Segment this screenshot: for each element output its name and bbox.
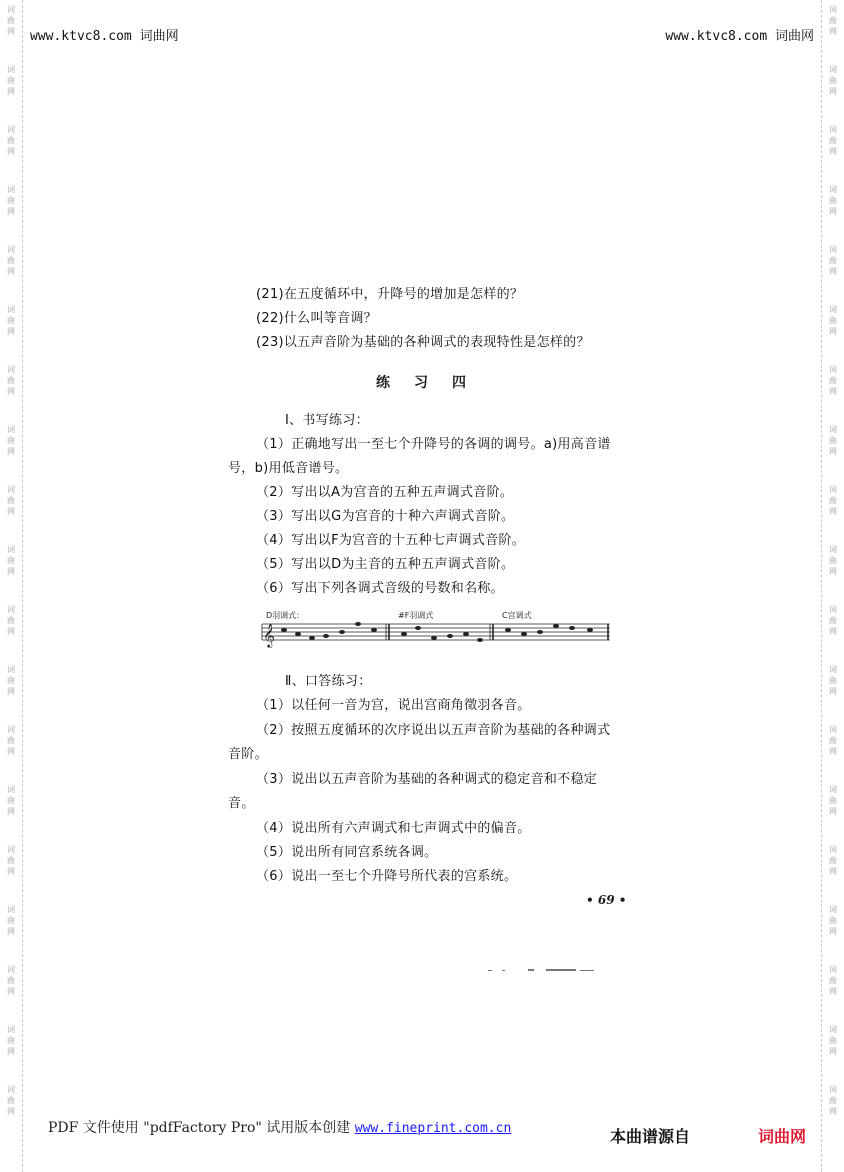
site-url[interactable]: www.ktvc8.com (665, 29, 768, 44)
watermark-group (822, 244, 844, 277)
watermark-char: 曲 (829, 376, 837, 385)
watermark-char: 曲 (829, 496, 837, 505)
title-char: 练 (376, 375, 390, 391)
watermark-char: 网 (7, 207, 15, 216)
section2-heading: Ⅱ、口答练习： (285, 674, 372, 689)
watermark-char: 词 (7, 605, 15, 614)
section1-item: （3）写出以G为宫音的十种六声调式音阶。 (256, 509, 515, 524)
watermark-char: 词 (829, 125, 837, 134)
watermark-char: 曲 (829, 16, 837, 25)
watermark-char: 曲 (7, 916, 15, 925)
watermark-char: 网 (7, 807, 15, 816)
watermark-char: 网 (7, 867, 15, 876)
watermark-char: 曲 (829, 316, 837, 325)
section2-item: （4）说出所有六声调式和七声调式中的偏音。 (256, 821, 531, 836)
watermark-char: 曲 (7, 316, 15, 325)
watermark-group (822, 64, 844, 97)
watermark-char: 网 (829, 27, 837, 36)
watermark-char: 网 (829, 207, 837, 216)
watermark-char: 曲 (829, 136, 837, 145)
section1-item: （5）写出以D为主音的五种五声调式音阶。 (256, 557, 515, 572)
watermark-char: 词 (829, 245, 837, 254)
question-21: (21)在五度循环中，升降号的增加是怎样的？ (256, 287, 524, 302)
watermark-char: 网 (829, 627, 837, 636)
watermark-char: 曲 (829, 856, 837, 865)
staff-label-c-gong: C宫调式 (502, 611, 532, 620)
watermark-group (0, 1024, 22, 1057)
watermark-char: 曲 (829, 616, 837, 625)
watermark-char: 曲 (7, 676, 15, 685)
watermark-group (0, 544, 22, 577)
left-watermark-strip (0, 0, 23, 1172)
watermark-char: 曲 (7, 1096, 15, 1105)
watermark-char: 词 (829, 1025, 837, 1034)
watermark-group (0, 904, 22, 937)
watermark-char: 网 (7, 27, 15, 36)
watermark-char: 曲 (829, 196, 837, 205)
watermark-char: 网 (7, 267, 15, 276)
watermark-group (0, 964, 22, 997)
section2-item: （6）说出一至七个升降号所代表的宫系统。 (256, 869, 518, 884)
watermark-group (0, 184, 22, 217)
watermark-char: 曲 (7, 736, 15, 745)
watermark-group (822, 124, 844, 157)
watermark-group (0, 244, 22, 277)
watermark-char: 词 (7, 545, 15, 554)
section1-heading: Ⅰ、书写练习： (285, 413, 369, 428)
watermark-char: 曲 (829, 676, 837, 685)
watermark-char: 词 (7, 785, 15, 794)
watermark-group (822, 1024, 844, 1057)
watermark-char: 曲 (7, 436, 15, 445)
svg-text:𝄞: 𝄞 (263, 623, 275, 647)
watermark-char: 词 (829, 185, 837, 194)
watermark-char: 词 (7, 905, 15, 914)
watermark-char: 词 (829, 725, 837, 734)
watermark-group (822, 604, 844, 637)
watermark-group (0, 304, 22, 337)
watermark-group (0, 4, 22, 37)
watermark-char: 网 (7, 567, 15, 576)
watermark-group (0, 724, 22, 757)
source-label: 本曲谱源自 (610, 1127, 691, 1146)
header-site-right[interactable] (665, 25, 814, 44)
watermark-char: 词 (7, 245, 15, 254)
footer-link[interactable]: www.fineprint.com.cn (354, 1121, 512, 1136)
watermark-char: 曲 (7, 616, 15, 625)
watermark-group (822, 424, 844, 457)
watermark-char: 网 (829, 687, 837, 696)
watermark-char: 网 (7, 387, 15, 396)
watermark-char: 网 (7, 327, 15, 336)
watermark-char: 曲 (829, 736, 837, 745)
watermark-char: 词 (829, 65, 837, 74)
site-name: 词曲网 (139, 29, 179, 44)
watermark-group (0, 604, 22, 637)
watermark-char: 网 (7, 1107, 15, 1116)
section1-item: （1）正确地写出一至七个升降号的各调的调号。a)用高音谱 (256, 437, 611, 452)
watermark-char: 词 (829, 905, 837, 914)
question-22: (22)什么叫等音调？ (256, 311, 377, 326)
staff-svg (258, 608, 614, 652)
watermark-char: 网 (829, 567, 837, 576)
watermark-char: 曲 (7, 1036, 15, 1045)
watermark-char: 网 (829, 447, 837, 456)
watermark-char: 词 (7, 845, 15, 854)
watermark-char: 曲 (829, 916, 837, 925)
watermark-char: 网 (7, 507, 15, 516)
watermark-char: 网 (7, 747, 15, 756)
watermark-char: 曲 (829, 1036, 837, 1045)
watermark-group (0, 1084, 22, 1117)
watermark-char: 曲 (829, 556, 837, 565)
watermark-group (0, 664, 22, 697)
title-char: 四 (452, 375, 466, 391)
watermark-group (0, 844, 22, 877)
watermark-group (822, 184, 844, 217)
site-name: 词曲网 (774, 29, 814, 44)
watermark-char: 曲 (7, 376, 15, 385)
watermark-char: 词 (829, 845, 837, 854)
watermark-char: 词 (7, 1085, 15, 1094)
watermark-char: 网 (829, 327, 837, 336)
watermark-group (822, 544, 844, 577)
page-number: • 69 • (586, 893, 627, 907)
header-site-left[interactable] (30, 25, 179, 44)
brand-logo[interactable]: 词曲网 (758, 1127, 807, 1146)
watermark-char: 网 (7, 87, 15, 96)
watermark-char: 曲 (7, 976, 15, 985)
staff-label-d-yu: D羽调式： (266, 611, 305, 620)
watermark-char: 词 (7, 5, 15, 14)
watermark-char: 曲 (7, 16, 15, 25)
watermark-group (822, 1084, 844, 1117)
watermark-group (822, 484, 844, 517)
watermark-char: 曲 (7, 556, 15, 565)
exercise-title (376, 372, 490, 392)
watermark-group (0, 424, 22, 457)
watermark-char: 网 (829, 1047, 837, 1056)
section1-item: 号，b)用低音谱号。 (228, 461, 349, 476)
watermark-char: 词 (7, 425, 15, 434)
section1-item: （4）写出以F为宫音的十五种七声调式音阶。 (256, 533, 526, 548)
watermark-char: 曲 (7, 256, 15, 265)
pdf-footer (48, 1117, 511, 1137)
staff-label-f-yu: #F羽调式 (398, 611, 434, 620)
watermark-group (822, 364, 844, 397)
watermark-char: 曲 (7, 196, 15, 205)
section2-item: 音阶。 (228, 747, 268, 762)
watermark-char: 网 (829, 387, 837, 396)
watermark-char: 词 (829, 425, 837, 434)
watermark-char: 网 (7, 1047, 15, 1056)
watermark-char: 词 (829, 545, 837, 554)
watermark-char: 词 (7, 65, 15, 74)
watermark-char: 网 (829, 147, 837, 156)
watermark-char: 词 (7, 185, 15, 194)
watermark-char: 网 (829, 867, 837, 876)
watermark-char: 词 (7, 665, 15, 674)
watermark-group (822, 904, 844, 937)
watermark-char: 词 (7, 1025, 15, 1034)
watermark-char: 词 (7, 485, 15, 494)
watermark-char: 网 (7, 627, 15, 636)
watermark-char: 网 (7, 687, 15, 696)
watermark-char: 曲 (7, 136, 15, 145)
watermark-char: 曲 (829, 796, 837, 805)
watermark-group (0, 484, 22, 517)
watermark-char: 网 (829, 87, 837, 96)
watermark-char: 曲 (7, 76, 15, 85)
watermark-group (0, 784, 22, 817)
watermark-char: 词 (7, 125, 15, 134)
section2-item: （2）按照五度循环的次序说出以五声音阶为基础的各种调式 (256, 723, 611, 738)
section2-item: （5）说出所有同宫系统各调。 (256, 845, 438, 860)
watermark-char: 曲 (829, 76, 837, 85)
watermark-char: 曲 (7, 796, 15, 805)
watermark-char: 词 (7, 365, 15, 374)
watermark-group (822, 964, 844, 997)
watermark-char: 词 (829, 605, 837, 614)
watermark-char: 词 (829, 1085, 837, 1094)
site-url[interactable]: www.ktvc8.com (30, 29, 132, 44)
watermark-char: 词 (829, 965, 837, 974)
watermark-char: 网 (7, 987, 15, 996)
watermark-char: 词 (7, 305, 15, 314)
watermark-group (822, 724, 844, 757)
watermark-char: 词 (829, 785, 837, 794)
watermark-char: 曲 (829, 1096, 837, 1105)
section1-item: （2）写出以A为宫音的五种五声调式音阶。 (256, 485, 514, 500)
watermark-char: 网 (829, 747, 837, 756)
watermark-group (822, 844, 844, 877)
watermark-char: 网 (829, 1107, 837, 1116)
watermark-group (822, 4, 844, 37)
watermark-group (0, 364, 22, 397)
watermark-char: 词 (7, 725, 15, 734)
watermark-char: 词 (829, 665, 837, 674)
watermark-char: 网 (7, 447, 15, 456)
watermark-char: 曲 (829, 256, 837, 265)
watermark-group (0, 64, 22, 97)
watermark-char: 曲 (829, 436, 837, 445)
scan-smudge (488, 968, 608, 974)
watermark-group (822, 304, 844, 337)
watermark-char: 网 (829, 507, 837, 516)
watermark-char: 词 (829, 485, 837, 494)
watermark-char: 网 (7, 147, 15, 156)
watermark-group (822, 664, 844, 697)
watermark-char: 网 (829, 807, 837, 816)
watermark-char: 词 (829, 5, 837, 14)
right-watermark-strip (821, 0, 844, 1172)
music-staff-figure (258, 608, 614, 656)
watermark-char: 曲 (829, 976, 837, 985)
watermark-char: 网 (829, 927, 837, 936)
title-char: 习 (414, 375, 428, 391)
watermark-char: 词 (7, 965, 15, 974)
footer-text: PDF 文件使用 "pdfFactory Pro" 试用版本创建 (48, 1120, 351, 1136)
watermark-group (0, 124, 22, 157)
watermark-char: 曲 (7, 496, 15, 505)
section2-item: （1）以任何一音为宫，说出宫商角徵羽各音。 (256, 698, 531, 713)
watermark-char: 词 (829, 305, 837, 314)
section2-item: 音。 (228, 796, 255, 811)
question-23: (23)以五声音阶为基础的各种调式的表现特性是怎样的？ (256, 335, 590, 350)
watermark-char: 网 (829, 987, 837, 996)
watermark-char: 词 (829, 365, 837, 374)
watermark-char: 曲 (7, 856, 15, 865)
watermark-group (822, 784, 844, 817)
section1-item: （6）写出下列各调式音级的号数和名称。 (256, 581, 504, 596)
section2-item: （3）说出以五声音阶为基础的各种调式的稳定音和不稳定 (256, 772, 598, 787)
watermark-char: 网 (7, 927, 15, 936)
watermark-char: 网 (829, 267, 837, 276)
